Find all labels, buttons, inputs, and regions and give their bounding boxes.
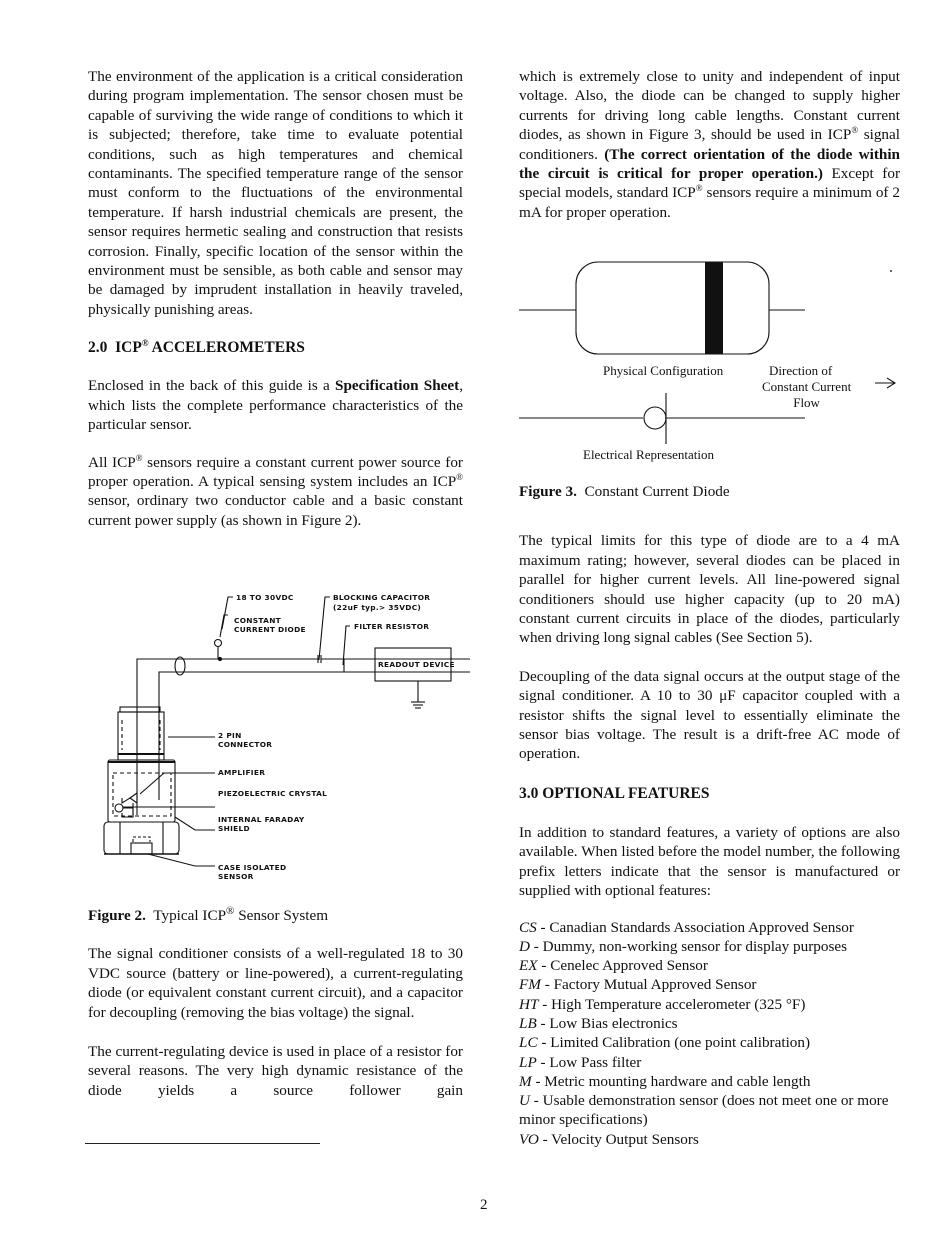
- option-item: LB - Low Bias electronics: [519, 1014, 678, 1032]
- option-item: LC - Limited Calibration (one point calibration): [519, 1034, 811, 1052]
- option-item: U - Usable demonstration sensor (does not meet one or more minor specifications): [519, 1092, 889, 1129]
- right-column: [519, 67, 900, 240]
- readout-device-label: READOUT DEVICE: [378, 660, 455, 669]
- case-isolated-label: CASE ISOLATED SENSOR: [218, 863, 287, 881]
- environment-paragraph: The environment of the application is a critical consideration during program implementation. The sensor chosen must be capable of surviving the wide range of conditions to which it is subjected; therefore, take time to evaluate potential conditions, such as high temperatures and chemical contaminants. The specified temperature range of the sensor must conform to the fluctuations of the environmental temperature. If harsh industrial chemicals are present, the sensor requires hermetic sealing and construction that resists corrosion. Finally, specific location of the sensor within the environment must be sensible, as both cable and sensor may be damaged by imprudent installation in heavily traveled, physically punishing areas.: [88, 68, 463, 318]
- option-item: LP - Low Pass filter: [519, 1053, 642, 1071]
- left-column-lower: [88, 906, 463, 1118]
- option-item: HT - High Temperature accelerometer (325 °F): [519, 995, 806, 1013]
- diode-limits-paragraph: The typical limits for this type of diode are to a 4 mA maximum rating; however, several diodes can be placed in parallel for higher current levels. All line-powered signal conditioners should use higher capacity (up to 20 mA) constant current circuits in place of the diodes, particularly when driving long signal cables (See Section 5).: [519, 532, 900, 647]
- connector-label: 2 PIN CONNECTOR: [218, 731, 273, 749]
- supply-voltage-label: 18 TO 30VDC: [236, 593, 294, 602]
- figure-3-caption: Figure 3. Constant Current Diode: [519, 483, 730, 500]
- orientation-warning: (The correct orientation of the diode within the circuit is critical for proper operation.): [519, 145, 901, 183]
- spec-sheet-term: Specification Sheet: [335, 377, 460, 395]
- optional-features-list: [519, 918, 900, 1150]
- amplifier-label: AMPLIFIER: [218, 768, 266, 777]
- signal-conditioner-paragraph: The signal conditioner consists of a well-regulated 18 to 30 VDC source (battery or line-powered), a current-regulating diode (or equivalent constant current circuit), and a capacitor for decoupling (removing the bias voltage) the signal.: [88, 945, 463, 1021]
- section-3-heading: 3.0 OPTIONAL FEATURES: [519, 784, 710, 802]
- figure-2-diagram: [100, 585, 470, 890]
- page-number: 2: [480, 1197, 488, 1213]
- footnote-divider: [85, 1143, 320, 1144]
- option-item: M - Metric mounting hardware and cable length: [519, 1072, 811, 1090]
- left-column: [88, 67, 463, 548]
- option-item: CS - Canadian Standards Association Approved Sensor: [519, 918, 854, 936]
- physical-configuration-label: Physical Configuration: [603, 363, 724, 378]
- figure-3-diagram: [519, 255, 909, 470]
- electrical-representation-label: Electrical Representation: [583, 447, 715, 462]
- decoupling-paragraph: Decoupling of the data signal occurs at the output stage of the signal conditioner. A 10 to 30 μF capacitor coupled with a resistor shifts the signal level to essentially eliminate the sensor bias voltage. The result is a drift-free AC mode of operation.: [519, 667, 900, 763]
- option-item: EX - Cenelec Approved Sensor: [519, 957, 708, 975]
- current-direction-label: Direction of Constant Current Flow: [762, 363, 852, 410]
- faraday-shield-label: INTERNAL FARADAY SHIELD: [218, 815, 305, 833]
- options-intro-paragraph: In addition to standard features, a variety of options are also available. When listed before the model number, the following prefix letters indicate that the sensor is manufactured or supplied with optional features:: [519, 823, 900, 900]
- cathode-band: [705, 262, 723, 354]
- diode-label: CONSTANT CURRENT DIODE: [234, 616, 306, 634]
- option-item: FM - Factory Mutual Approved Sensor: [519, 976, 757, 994]
- blocking-capacitor-label: BLOCKING CAPACITOR (22uF typ.> 35VDC): [333, 593, 431, 612]
- piezoelectric-crystal-label: PIEZOELECTRIC CRYSTAL: [218, 789, 328, 798]
- option-item: VO - Velocity Output Sensors: [519, 1130, 699, 1148]
- current-regulating-paragraph: The current-regulating device is used in place of a resistor for several reasons. The very high dynamic resistance of the diode yields a source follower gain: [88, 1043, 463, 1099]
- figure-2-caption: Figure 2. Typical ICP® Sensor System: [88, 905, 329, 924]
- spec-sheet-paragraph: Enclosed in the back of this guide is a Specification Sheet, which lists the complete performance characteristics of the particular sensor.: [88, 377, 463, 434]
- option-item: D - Dummy, non-working sensor for display purposes: [519, 937, 848, 955]
- section-2-heading: 2.0 ICP® ACCELEROMETERS: [88, 338, 305, 357]
- right-column-lower: [519, 482, 900, 1149]
- icp-requirements-paragraph: All ICP® sensors require a constant current power source for proper operation. A typical sensing system includes an ICP® sensor, ordinary two conductor cable and a basic constant current power supply (as shown in Figure 2).: [88, 452, 463, 529]
- filter-resistor-label: FILTER RESISTOR: [354, 622, 430, 631]
- diode-continuation-paragraph: which is extremely close to unity and independent of input voltage. Also, the diode can be changed to supply higher currents for driving long cable lengths. Constant current diodes, as shown in Figure 3, should be used in ICP® signal conditioners. (The correct orientation of the diode within the circuit is critical for proper operation.) Except for special models, standard ICP® sensors require a minimum of 2 mA for proper operation.: [519, 68, 901, 221]
